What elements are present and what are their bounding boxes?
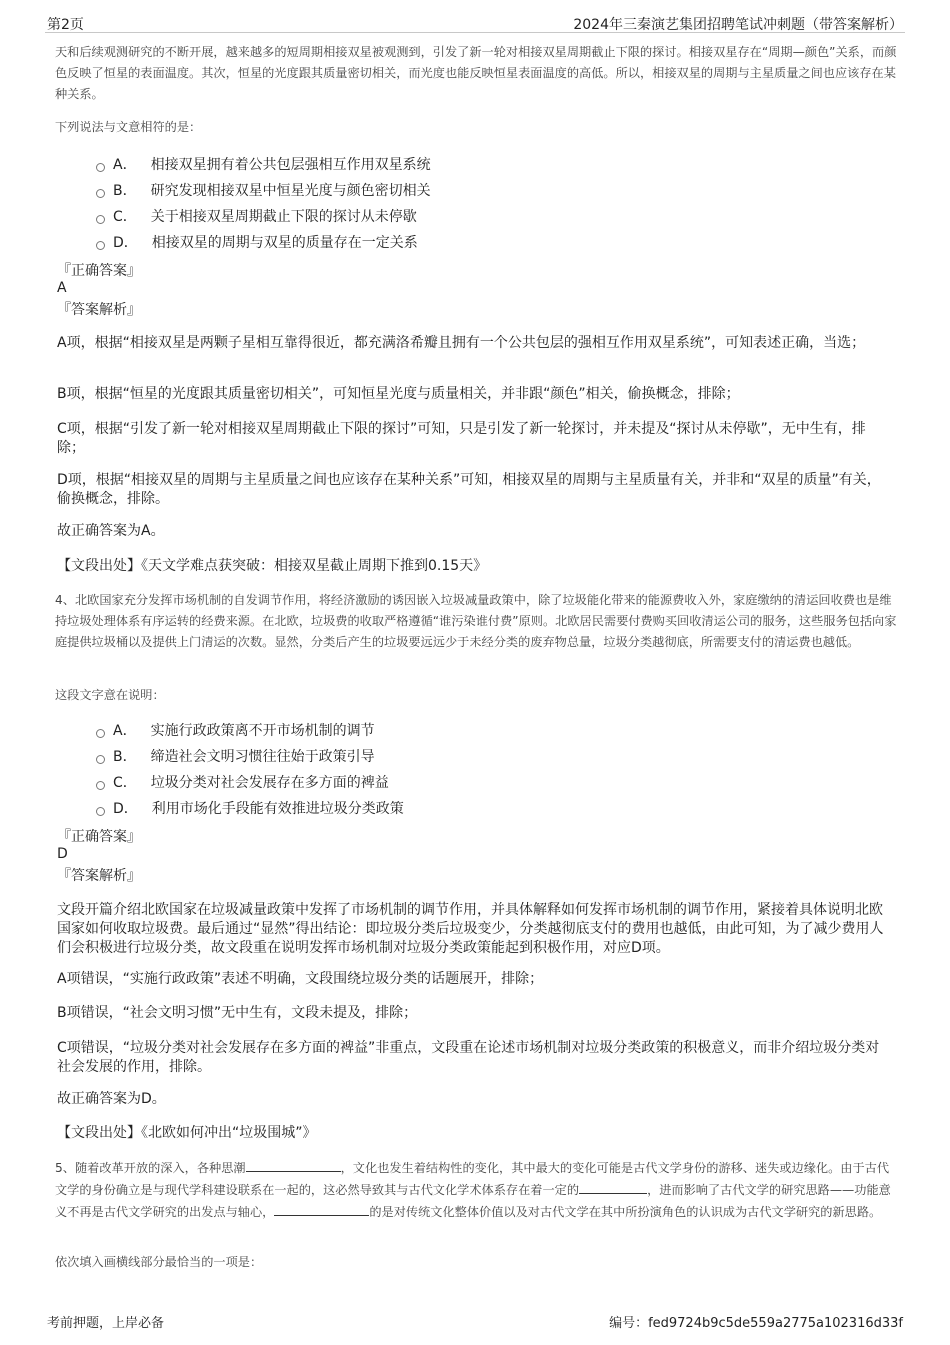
q3-analysis-c: C项，根据“引发了新一轮对相接双星周期截止下限的探讨”可知，只是引发了新一轮探讨，并未提及“探讨从未停歇”，无中生有，排除； bbox=[57, 421, 866, 456]
fill-blank-3[interactable] bbox=[274, 1201, 369, 1216]
document-title: 2024年三秦演艺集团招聘笔试冲刺题（带答案解析） bbox=[573, 17, 903, 33]
page-number: 第2页 bbox=[47, 17, 84, 33]
radio-icon[interactable] bbox=[96, 755, 105, 764]
q4-analysis-label: 『答案解析』 bbox=[57, 868, 141, 884]
radio-icon[interactable] bbox=[96, 781, 105, 790]
q3-analysis-label: 『答案解析』 bbox=[57, 302, 141, 318]
page-header bbox=[45, 12, 905, 33]
radio-icon[interactable] bbox=[96, 807, 105, 816]
radio-icon[interactable] bbox=[96, 729, 105, 738]
footer-motto: 考前押题，上岸必备 bbox=[47, 1316, 165, 1331]
q3-analysis-b: B项，根据“恒星的光度跟其质量密切相关”，可知恒星光度与质量相关，并非跟“颜色”相关，偷换概念，排除； bbox=[57, 386, 740, 402]
q3-prompt: 下列说法与文意相符的是： bbox=[55, 120, 202, 134]
q5-prompt: 依次填入画横线部分最恰当的一项是： bbox=[55, 1255, 263, 1269]
q4-correct-answer: D bbox=[57, 846, 68, 862]
q4-analysis-main: 文段开篇介绍北欧国家在垃圾减量政策中发挥了市场机制的调节作用，并具体解释如何发挥市场机制的调节作用，紧接着具体说明北欧国家如何收取垃圾费。最后通过“显然”得出结论：即垃圾分类后垃圾变少，分类越彻底支付的费用也越低，由此可知，为了减少费用人们会积极进行垃圾分类，故文段重在说明发挥市场机制对垃圾分类政策能起到积极作用，对应D项。 bbox=[57, 902, 884, 956]
q4-prompt: 这段文字意在说明： bbox=[55, 688, 165, 702]
q3-analysis-d: D项，根据“相接双星的周期与主星质量之间也应该存在某种关系”可知，相接双星的周期与主星质量有关，并非和“双星的质量”有关，偷换概念，排除。 bbox=[57, 472, 881, 507]
q4-option-a[interactable]: A． 实施行政政策离不开市场机制的调节 bbox=[96, 718, 876, 742]
q4-passage: 4、北欧国家充分发挥市场机制的自发调节作用，将经济激励的诱因嵌入垃圾减量政策中，除了垃圾能化带来的能源费收入外，家庭缴纳的清运回收费也是维持垃圾处理体系有序运转的经费来源。在北欧，垃圾费的收取严格遵循“谁污染谁付费”原则。北欧居民需要付费购买回收清运公司的服务，这些服务包括向家庭提供垃圾桶以及提供上门清运的次数。显然，分类后产生的垃圾要远远少于未经分类的废弃物总量，垃圾分类越彻底，所需要支付的清运费也越低。 bbox=[55, 593, 897, 649]
fill-blank-1[interactable] bbox=[246, 1157, 341, 1172]
q3-option-d[interactable]: D． 相接双星的周期与双星的质量存在一定关系 bbox=[96, 230, 876, 254]
q4-correct-label: 『正确答案』 bbox=[57, 829, 141, 845]
q4-source: 【文段出处】《北欧如何冲出“垃圾围城”》 bbox=[57, 1125, 317, 1141]
radio-icon[interactable] bbox=[96, 241, 105, 250]
document-serial: 编号：fed9724b9c5de559a2775a102316d33f bbox=[609, 1316, 903, 1331]
q3-analysis-a: A项，根据“相接双星是两颗子星相互靠得很近，都充满洛希瓣且拥有一个公共包层的强相互作用双星系统”，可知表述正确，当选； bbox=[57, 335, 866, 351]
q3-option-b[interactable]: B． 研究发现相接双星中恒星光度与颜色密切相关 bbox=[96, 178, 876, 202]
q3-source: 【文段出处】《天文学难点获突破：相接双星截止周期下推到0.15天》 bbox=[57, 558, 488, 574]
q4-option-b[interactable]: B． 缔造社会文明习惯往往始于政策引导 bbox=[96, 744, 876, 768]
q4-conclusion: 故正确答案为D。 bbox=[57, 1091, 166, 1107]
q3-conclusion: 故正确答案为A。 bbox=[57, 523, 165, 539]
q4-analysis-c: C项错误，“垃圾分类对社会发展存在多方面的裨益”非重点，文段重在论述市场机制对垃圾分类政策的积极意义，而非介绍垃圾分类对社会发展的作用，排除。 bbox=[57, 1040, 880, 1075]
q3-correct-label: 『正确答案』 bbox=[57, 263, 141, 279]
radio-icon[interactable] bbox=[96, 189, 105, 198]
q4-option-d[interactable]: D． 利用市场化手段能有效推进垃圾分类政策 bbox=[96, 796, 876, 820]
q4-analysis-a: A项错误，“实施行政政策”表述不明确，文段围绕垃圾分类的话题展开，排除； bbox=[57, 971, 544, 987]
page-footer bbox=[45, 1312, 905, 1332]
q3-correct-answer: A bbox=[57, 280, 67, 296]
q3-passage: 天和后续观测研究的不断开展，越来越多的短周期相接双星被观测到，引发了新一轮对相接双星周期截止下限的探讨。相接双星存在“周期—颜色”关系，而颜色反映了恒星的表面温度。其次，恒星的光度跟其质量密切相关，而光度也能反映恒星表面温度的高低。所以，相接双星的周期与主星质量之间也应该存在某种关系。 bbox=[55, 45, 897, 101]
q5-passage: 5、随着改革开放的深入，各种思潮 ，文化也发生着结构性的变化，其中最大的变化可能是古代文学身份的游移、迷失或边缘化。由于古代文学的身份确立是与现代学科建设联系在一起的，这必然导致其与古代文化学术体系存在着一定的 ，进而影响了古代文学的研究思路——功能意义不再是古代文学研究的出发点与轴心， 的是对传统文化整体价值以及对古代文学在其中所扮演角色的认识成为古代文学研究的新思路。 bbox=[55, 1157, 900, 1223]
fill-blank-2[interactable] bbox=[579, 1179, 647, 1194]
q4-option-c[interactable]: C． 垃圾分类对社会发展存在多方面的裨益 bbox=[96, 770, 876, 794]
q3-option-c[interactable]: C． 关于相接双星周期截止下限的探讨从未停歇 bbox=[96, 204, 876, 228]
radio-icon[interactable] bbox=[96, 163, 105, 172]
radio-icon[interactable] bbox=[96, 215, 105, 224]
q4-analysis-b: B项错误，“社会文明习惯”无中生有，文段未提及，排除； bbox=[57, 1005, 418, 1021]
q3-option-a[interactable]: A． 相接双星拥有着公共包层强相互作用双星系统 bbox=[96, 152, 876, 176]
